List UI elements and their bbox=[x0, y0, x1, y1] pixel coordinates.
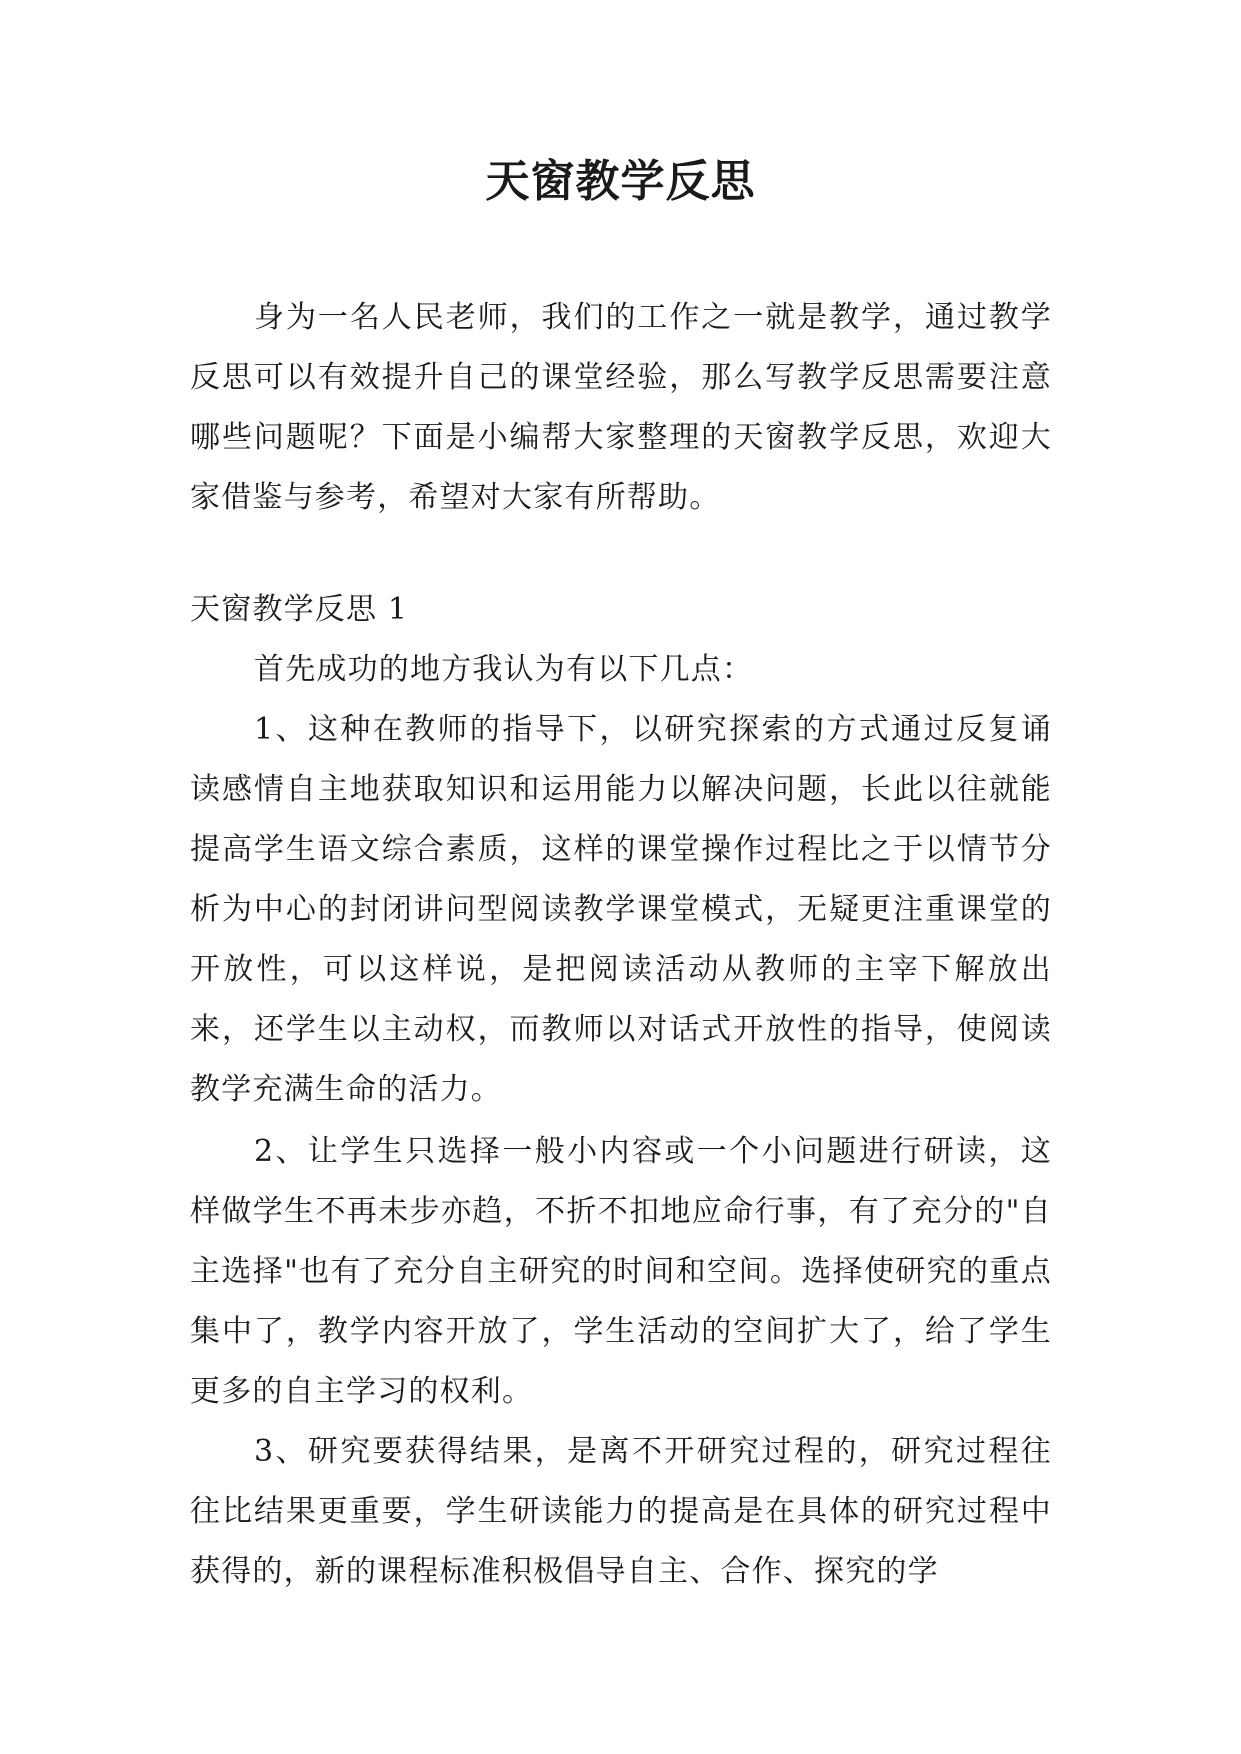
paragraph-item-3: 3、研究要获得结果，是离不开研究过程的，研究过程往往比结果更重要，学生研读能力的提高是在具体的研究过程中获得的，新的课程标准积极倡导自主、合作、探究的学 bbox=[190, 1434, 1052, 1589]
paragraph-item-1: 1、这种在教师的指导下，以研究探索的方式通过反复诵读感情自主地获取知识和运用能力以解决问题，长此以往就能提高学生语文综合素质，这样的课堂操作过程比之于以情节分析为中心的封闭讲问型阅读教学课堂模式，无疑更注重课堂的开放性，可以这样说，是把阅读活动从教师的主宰下解放出来，还学生以主动权，而教师以对话式开放性的指导，使阅读教学充满生命的活力。 bbox=[190, 712, 1052, 1107]
intro-paragraph: 身为一名人民老师，我们的工作之一就是教学，通过教学反思可以有效提升自己的课堂经验，那么写教学反思需要注意哪些问题呢？下面是小编帮大家整理的天窗教学反思，欢迎大家借鉴与参考，希望对大家有所帮助。 bbox=[190, 300, 1052, 515]
document-title: 天窗教学反思 bbox=[485, 156, 756, 207]
paragraph-lead: 首先成功的地方我认为有以下几点： bbox=[254, 652, 754, 687]
section-heading: 天窗教学反思 1 bbox=[190, 592, 409, 627]
paragraph-item-2: 2、让学生只选择一般小内容或一个小问题进行研读，这样做学生不再未步亦趋，不折不扣地应命行事，有了充分的"自主选择"也有了充分自主研究的时间和空间。选择使研究的重点集中了，教学内容开放了，学生活动的空间扩大了，给了学生更多的自主学习的权利。 bbox=[190, 1134, 1052, 1409]
